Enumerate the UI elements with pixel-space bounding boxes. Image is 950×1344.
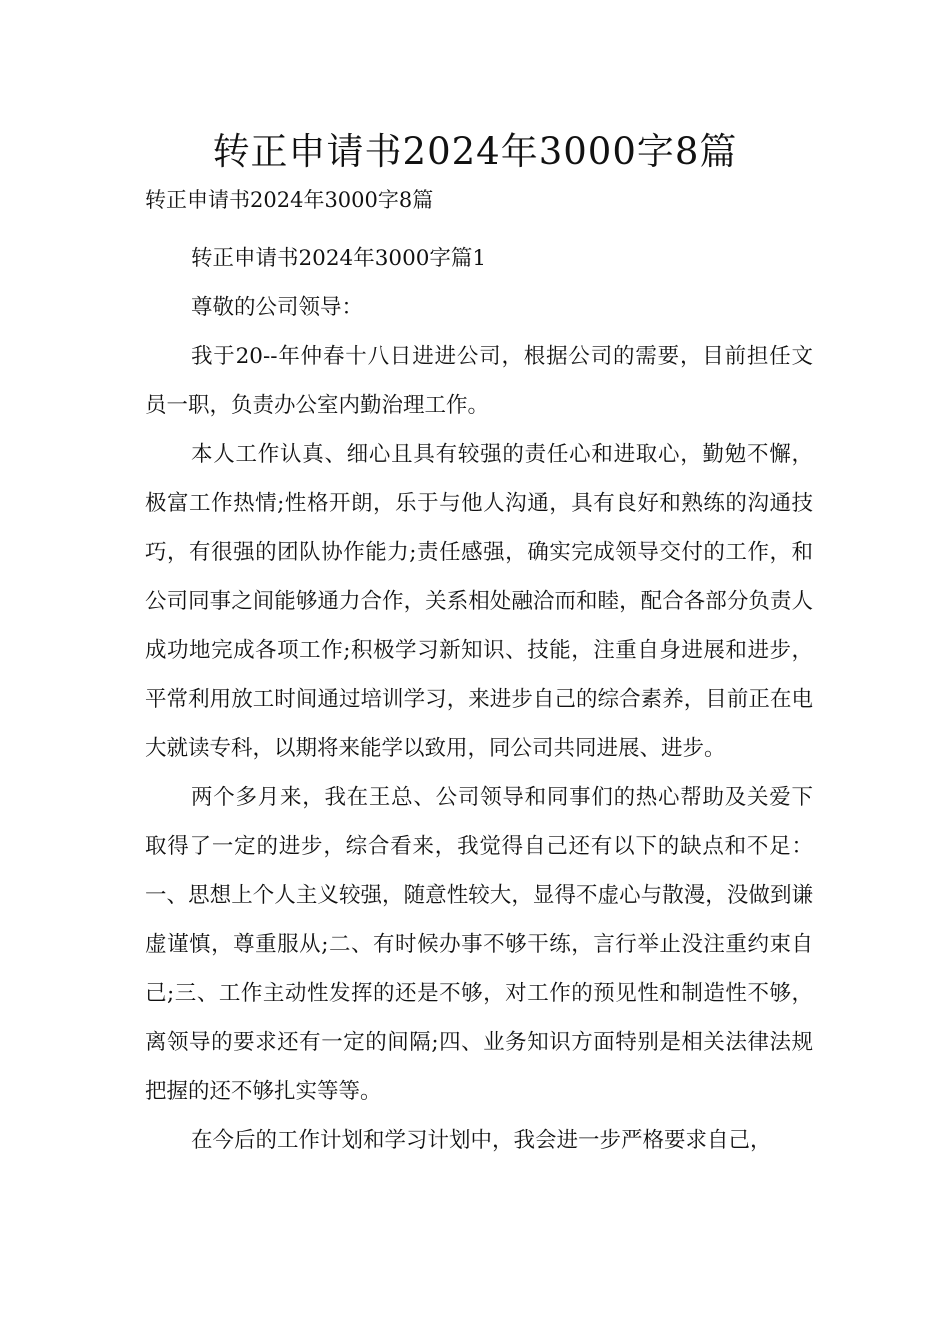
document-subtitle: 转正申请书2024年3000字8篇 — [145, 188, 434, 212]
body-paragraph: 在今后的工作计划和学习计划中，我会进一步严格要求自己， — [191, 1128, 772, 1153]
document-title: 转正申请书2024年3000字8篇 — [212, 130, 738, 173]
body-paragraph: 我于20--年仲春十八日进进公司，根据公司的需要，目前担任文员一职，负责办公室内勤治理工作。 — [145, 344, 813, 418]
document-body — [145, 234, 813, 1165]
salutation: 尊敬的公司领导： — [191, 295, 364, 320]
body-paragraph: 本人工作认真、细心且具有较强的责任心和进取心，勤勉不懈，极富工作热情;性格开朗，乐于与他人沟通，具有良好和熟练的沟通技巧，有很强的团队协作能力;责任感强，确实完成领导交付的工作，和公司同事之间能够通力合作，关系相处融洽而和睦，配合各部分负责人成功地完成各项工作;积极学习新知识、技能，注重自身进展和进步，平常利用放工时间通过培训学习，来进步自己的综合素养，目前正在电大就读专科，以期将来能学以致用，同公司共同进展、进步。 — [145, 442, 813, 761]
section-heading: 转正申请书2024年3000字篇1 — [191, 246, 487, 271]
body-paragraph: 两个多月来，我在王总、公司领导和同事们的热心帮助及关爱下取得了一定的进步，综合看来，我觉得自己还有以下的缺点和不足：一、思想上个人主义较强，随意性较大，显得不虚心与散漫，没做到谦虚谨慎，尊重服从;二、有时候办事不够干练，言行举止没注重约束自己;三、工作主动性发挥的还是不够，对工作的预见性和制造性不够，离领导的要求还有一定的间隔;四、业务知识方面特别是相关法律法规把握的还不够扎实等等。 — [145, 785, 813, 1104]
